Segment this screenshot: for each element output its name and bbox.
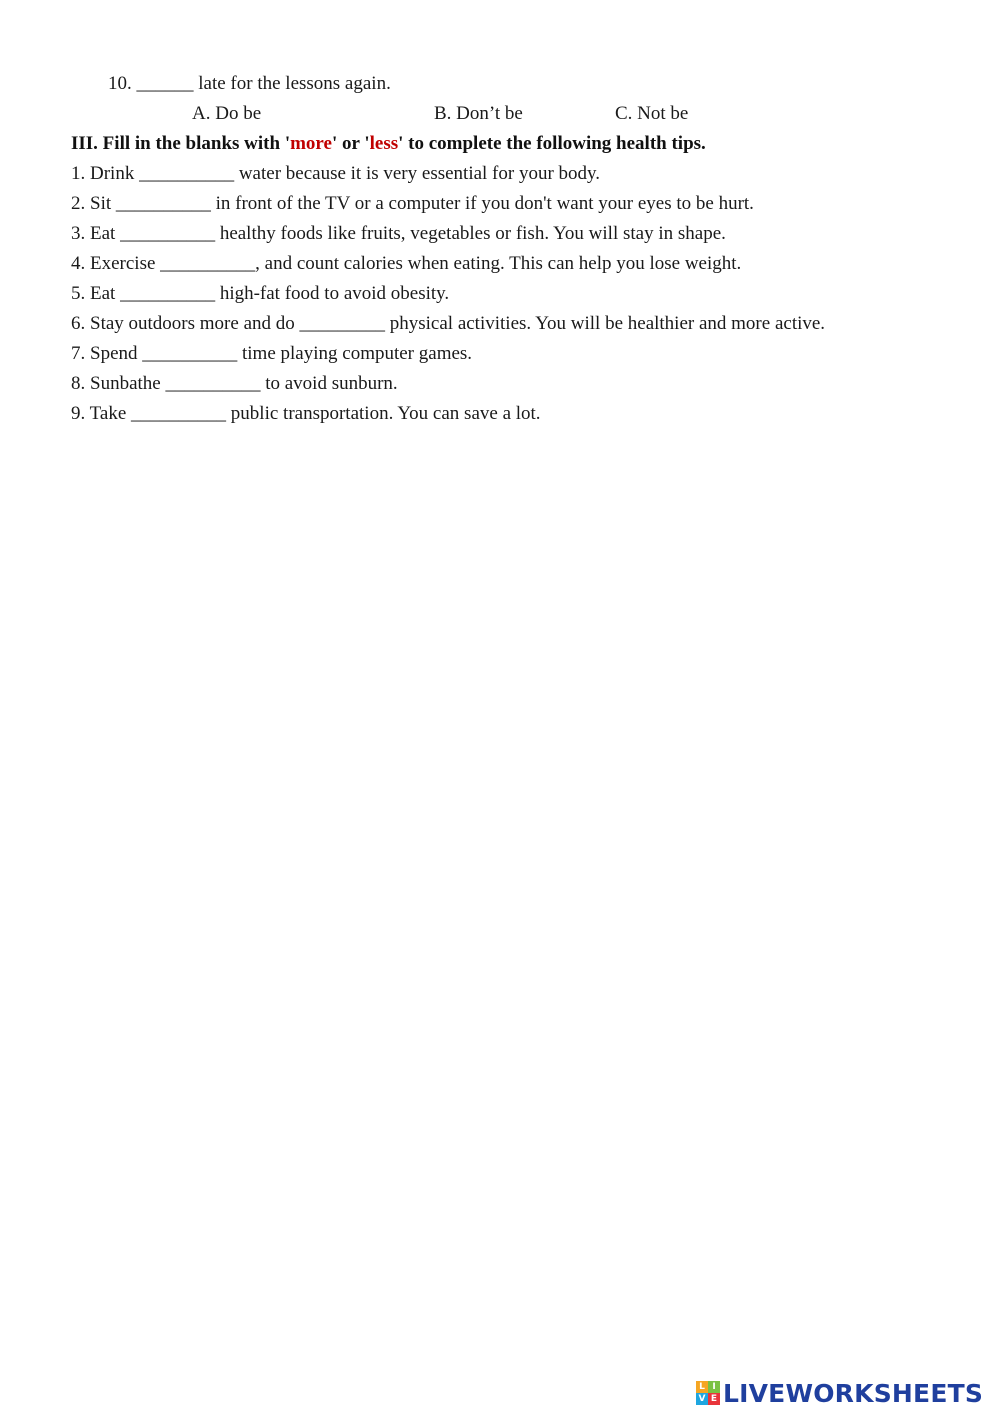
logo-mark-cell: V	[696, 1393, 708, 1405]
health-tip-9: 9. Take __________ public transportation. You can save a lot.	[71, 403, 541, 424]
liveworksheets-logo	[696, 1376, 983, 1410]
keyword-less: less	[369, 133, 399, 154]
health-tip-7: 7. Spend __________ time playing computer games.	[71, 343, 473, 364]
question-10-option-c: C. Not be	[615, 103, 689, 124]
health-tip-3: 3. Eat __________ healthy foods like fruits, vegetables or fish. You will stay in shape.	[71, 223, 726, 244]
heading-suffix: ' to complete the following health tips.	[398, 133, 706, 154]
logo-mark-icon	[696, 1381, 720, 1405]
heading-middle: ' or '	[331, 133, 370, 154]
keyword-more: more	[290, 133, 332, 154]
question-10-option-a: A. Do be	[192, 103, 262, 124]
question-10-option-b: B. Don’t be	[434, 103, 523, 124]
health-tip-8: 8. Sunbathe __________ to avoid sunburn.	[71, 373, 398, 394]
heading-prefix: III. Fill in the blanks with '	[71, 133, 291, 154]
health-tip-6: 6. Stay outdoors more and do _________ physical activities. You will be healthier and more active.	[71, 313, 826, 334]
health-tip-5: 5. Eat __________ high-fat food to avoid obesity.	[71, 283, 450, 304]
health-tip-1: 1. Drink __________ water because it is very essential for your body.	[71, 163, 601, 184]
question-10: 10. ______ late for the lessons again.	[108, 73, 391, 94]
logo-mark-cell: L	[696, 1381, 708, 1393]
health-tip-4: 4. Exercise __________, and count calories when eating. This can help you lose weight.	[71, 253, 742, 274]
health-tip-2: 2. Sit __________ in front of the TV or a computer if you don't want your eyes to be hurt.	[71, 193, 754, 214]
logo-mark-cell: I	[708, 1381, 720, 1393]
logo-mark-cell: E	[708, 1393, 720, 1405]
section-3-heading	[71, 132, 706, 156]
logo-text: LIVEWORKSHEETS	[723, 1378, 984, 1408]
